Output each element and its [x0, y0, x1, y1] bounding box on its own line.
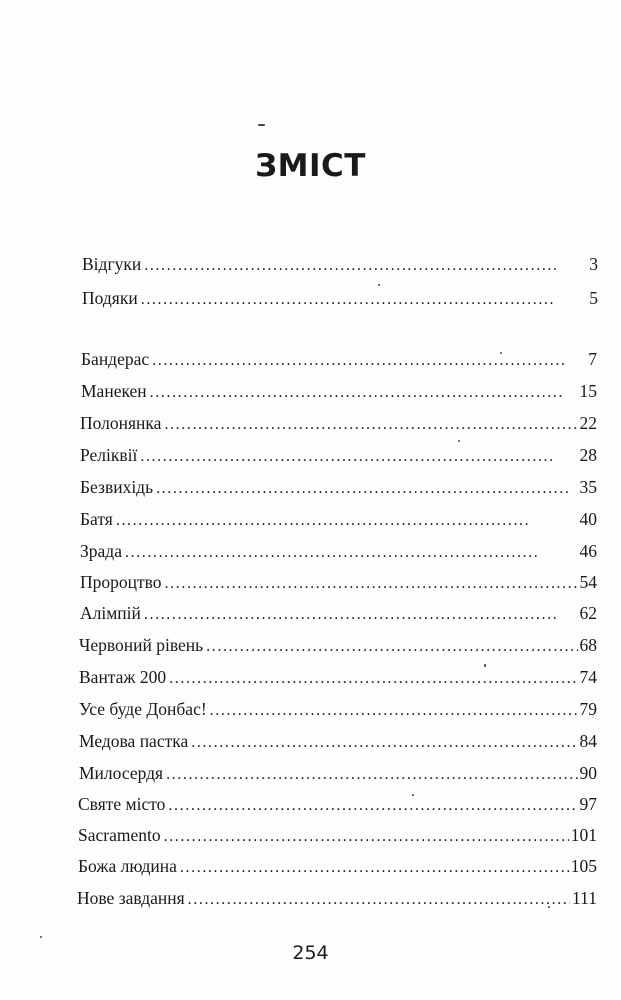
toc-entry-page: 46 — [579, 541, 597, 561]
toc-entry — [79, 728, 597, 754]
toc-entry-page: 68 — [579, 635, 597, 655]
toc-entry-title: Батя — [80, 509, 113, 529]
toc-entry — [77, 885, 597, 911]
dot-leader — [125, 540, 578, 566]
dot-leader — [206, 634, 577, 660]
toc-entry-title: Медова пастка — [79, 731, 189, 751]
toc-entry-page: 90 — [579, 763, 597, 783]
dot-leader — [166, 762, 577, 788]
toc-entry-page: 62 — [579, 603, 597, 623]
toc-entry — [80, 538, 597, 564]
toc-entry-title: Sacramento — [78, 825, 161, 845]
toc-entry-page: 28 — [579, 445, 597, 465]
toc-entry-page: 84 — [579, 731, 597, 751]
toc-entry-title: Святе місто — [78, 794, 166, 814]
dot-leader — [140, 444, 577, 470]
toc-entry — [82, 285, 598, 311]
toc-entry — [81, 378, 597, 404]
toc-entry — [78, 822, 597, 848]
toc-entry-title: Нове завдання — [77, 888, 185, 908]
toc-entry-title: Вантаж 200 — [79, 667, 167, 687]
toc-entry — [80, 600, 597, 626]
scan-speck — [40, 936, 42, 938]
dot-leader — [152, 348, 586, 374]
toc-entry-title: Зрада — [80, 541, 122, 561]
toc-entry-title: Божа людина — [78, 856, 177, 876]
dot-leader — [164, 824, 569, 850]
dot-leader — [165, 571, 578, 597]
toc-entry-page: 22 — [579, 413, 597, 433]
toc-entry-page: 7 — [588, 349, 597, 369]
toc-entry — [80, 569, 597, 595]
toc-entry-title: Усе буде Донбас! — [79, 699, 207, 719]
scan-speck — [258, 124, 265, 126]
dot-leader — [168, 793, 577, 819]
dot-leader — [210, 698, 578, 724]
toc-entry-page: 15 — [579, 381, 597, 401]
toc-entry — [82, 251, 598, 277]
toc-entry-page: 105 — [570, 856, 597, 876]
toc-entry-page: 40 — [579, 509, 597, 529]
dot-leader — [188, 887, 570, 913]
toc-entry-page: 74 — [579, 667, 597, 687]
toc-entry-title: Бандерас — [81, 349, 150, 369]
dot-leader — [191, 730, 577, 756]
toc-entry-page: 79 — [579, 699, 597, 719]
toc-entry-page: 3 — [589, 254, 598, 274]
dot-leader — [169, 666, 577, 692]
page-title: ЗМІСТ — [255, 148, 366, 184]
toc-entry-page: 5 — [589, 288, 598, 308]
toc-entry — [81, 346, 597, 372]
toc-entry — [79, 760, 597, 786]
toc-entry-title: Безвихідь — [80, 477, 154, 497]
toc-entry-page: 111 — [572, 888, 597, 908]
dot-leader — [180, 855, 569, 881]
dot-leader — [164, 412, 577, 438]
toc-entry-title: Милосердя — [79, 763, 164, 783]
toc-entry-title: Червоний рівень — [79, 635, 204, 655]
toc-entry-title: Полонянка — [80, 413, 162, 433]
toc-entry — [80, 410, 597, 436]
dot-leader — [116, 508, 578, 534]
toc-entry — [79, 664, 597, 690]
toc-entry — [80, 442, 597, 468]
toc-entry-page: 54 — [579, 572, 597, 592]
dot-leader — [144, 602, 578, 628]
toc-entry — [78, 853, 597, 879]
toc-entry-title: Відгуки — [82, 254, 142, 274]
toc-entry-page: 97 — [579, 794, 597, 814]
dot-leader — [144, 253, 587, 279]
toc-entry-title: Манекен — [81, 381, 147, 401]
page-number: 254 — [292, 942, 329, 964]
dot-leader — [141, 287, 588, 313]
toc-entry — [78, 791, 597, 817]
toc-entry-title: Пророцтво — [80, 572, 162, 592]
dot-leader — [150, 380, 578, 406]
toc-entry-page: 35 — [579, 477, 597, 497]
toc-entry-title: Подяки — [82, 288, 138, 308]
toc-entry-title: Реліквії — [80, 445, 138, 465]
toc-entry — [80, 474, 597, 500]
toc-entry — [79, 696, 597, 722]
toc-entry — [80, 506, 597, 532]
dot-leader — [156, 476, 577, 502]
toc-entry-page: 101 — [570, 825, 597, 845]
toc-entry — [79, 632, 597, 658]
toc-entry-title: Алімпій — [80, 603, 141, 623]
